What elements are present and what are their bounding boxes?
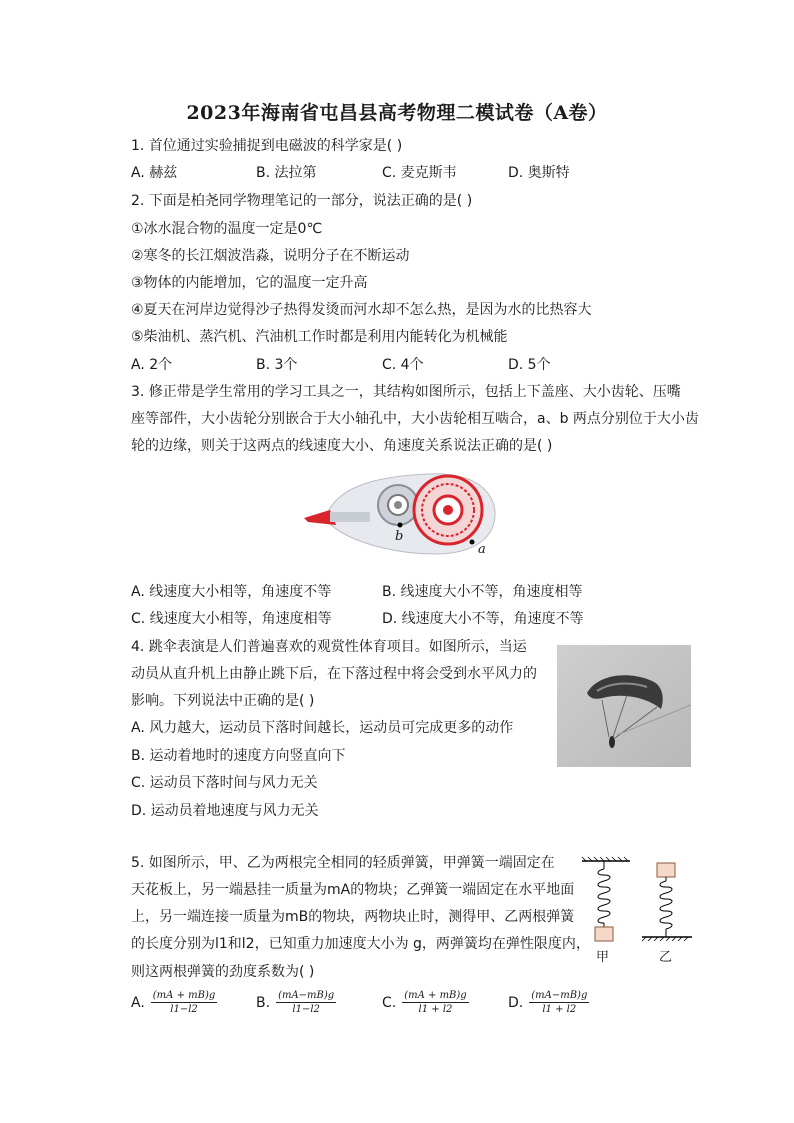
- q2-option-c: C. 4个: [382, 357, 424, 373]
- q2-item-5: ⑤柴油机、蒸汽机、汽油机工作时都是利用内能转化为机械能: [131, 329, 508, 345]
- parachute-photo: [557, 645, 691, 767]
- q1-option-c: C. 麦克斯韦: [382, 165, 457, 181]
- fraction: [402, 990, 468, 1015]
- q5-line-1: 5. 如图所示，甲、乙为两根完全相同的轻质弹簧，甲弹簧一端固定在: [131, 855, 555, 871]
- springs-figure: [580, 855, 694, 950]
- q2-item-2: ②寒冬的长江烟波浩淼，说明分子在不断运动: [131, 248, 410, 264]
- q4-line-2: 动员从直升机上由静止跳下后，在下落过程中将会受到水平风力的: [131, 666, 537, 682]
- option-letter: D.: [508, 994, 524, 1011]
- q5-line-3: 上，另一端连接一质量为mB的物块，两物块止时，测得甲、乙两根弹簧: [131, 909, 575, 925]
- fraction-denominator: l1 + l2: [542, 1004, 577, 1015]
- q4-option-d: D. 运动员着地速度与风力无关: [131, 803, 319, 819]
- q5-option-d: [508, 990, 589, 1015]
- q5-option-b: [256, 990, 336, 1015]
- q3-option-c: C. 线速度大小相等，角速度相等: [131, 611, 332, 627]
- q2-item-1: ①冰水混合物的温度一定是0℃: [131, 221, 323, 237]
- fraction-numerator: (mA + mB)g: [404, 990, 467, 1001]
- q5-line-2: 天花板上，另一端悬挂一质量为mA的物块；乙弹簧一端固定在水平地面: [131, 882, 575, 898]
- q3-line-2: 座等部件，大小齿轮分别嵌合于大小轴孔中，大小齿轮相互啮合，a、b 两点分别位于大小齿: [131, 411, 699, 427]
- q2-option-a: A. 2个: [131, 357, 173, 373]
- spring-label-jia: 甲: [596, 950, 610, 965]
- q2-item-3: ③物体的内能增加，它的温度一定升高: [131, 275, 368, 291]
- q2-option-b: B. 3个: [256, 357, 298, 373]
- q4-line-1: 4. 跳伞表演是人们普遍喜欢的观赏性体育项目。如图所示，当运: [131, 639, 527, 655]
- q3-line-1: 3. 修正带是学生常用的学习工具之一，其结构如图所示，包括上下盖座、大小齿轮、压嘴: [131, 384, 681, 400]
- q3-option-d: D. 线速度大小不等，角速度不等: [382, 611, 584, 627]
- fraction: [276, 990, 336, 1015]
- q3-line-3: 轮的边缘，则关于这两点的线速度大小、角速度关系说法正确的是( ): [131, 438, 553, 454]
- q1-stem: 1. 首位通过实验捕捉到电磁波的科学家是( ): [131, 138, 403, 154]
- correction-tape-figure: [300, 462, 500, 562]
- q4-option-a: A. 风力越大，运动员下落时间越长，运动员可完成更多的动作: [131, 720, 514, 736]
- fraction: [529, 990, 589, 1015]
- page-title: 2023年海南省屯昌县高考物理二模试卷（A卷）: [186, 102, 608, 124]
- q1-option-a: A. 赫兹: [131, 165, 178, 181]
- q2-stem: 2. 下面是柏尧同学物理笔记的一部分，说法正确的是( ): [131, 193, 473, 209]
- fraction-denominator: l1 + l2: [418, 1004, 453, 1015]
- q2-option-d: D. 5个: [508, 357, 551, 373]
- q5-option-a: [131, 990, 217, 1015]
- q5-option-c: [382, 990, 469, 1015]
- q1-option-d: D. 奥斯特: [508, 165, 570, 181]
- fraction-numerator: (mA−mB)g: [531, 990, 588, 1001]
- figure-label-b: b: [395, 529, 404, 544]
- fraction-numerator: (mA−mB)g: [278, 990, 335, 1001]
- figure-label-a: a: [478, 542, 486, 557]
- q4-option-c: C. 运动员下落时间与风力无关: [131, 775, 318, 791]
- fraction-numerator: (mA + mB)g: [152, 990, 216, 1001]
- option-letter: A.: [131, 994, 145, 1011]
- fraction-denominator: l1−l2: [292, 1004, 320, 1015]
- q3-option-a: A. 线速度大小相等，角速度不等: [131, 584, 332, 600]
- q1-option-b: B. 法拉第: [256, 165, 317, 181]
- q5-line-5: 则这两根弹簧的劲度系数为( ): [131, 964, 315, 980]
- q4-line-3: 影响。下列说法中正确的是( ): [131, 693, 315, 709]
- q5-line-4: 的长度分别为l1和l2，已知重力加速度大小为 g，两弹簧均在弹性限度内，: [131, 936, 590, 952]
- q3-option-b: B. 线速度大小不等，角速度相等: [382, 584, 583, 600]
- fraction-denominator: l1−l2: [170, 1004, 198, 1015]
- fraction: [151, 990, 217, 1015]
- spring-label-yi: 乙: [659, 950, 673, 965]
- q4-option-b: B. 运动着地时的速度方向竖直向下: [131, 748, 346, 764]
- option-letter: B.: [256, 994, 271, 1011]
- option-letter: C.: [382, 994, 397, 1011]
- q2-item-4: ④夏天在河岸边觉得沙子热得发烫而河水却不怎么热，是因为水的比热容大: [131, 302, 592, 318]
